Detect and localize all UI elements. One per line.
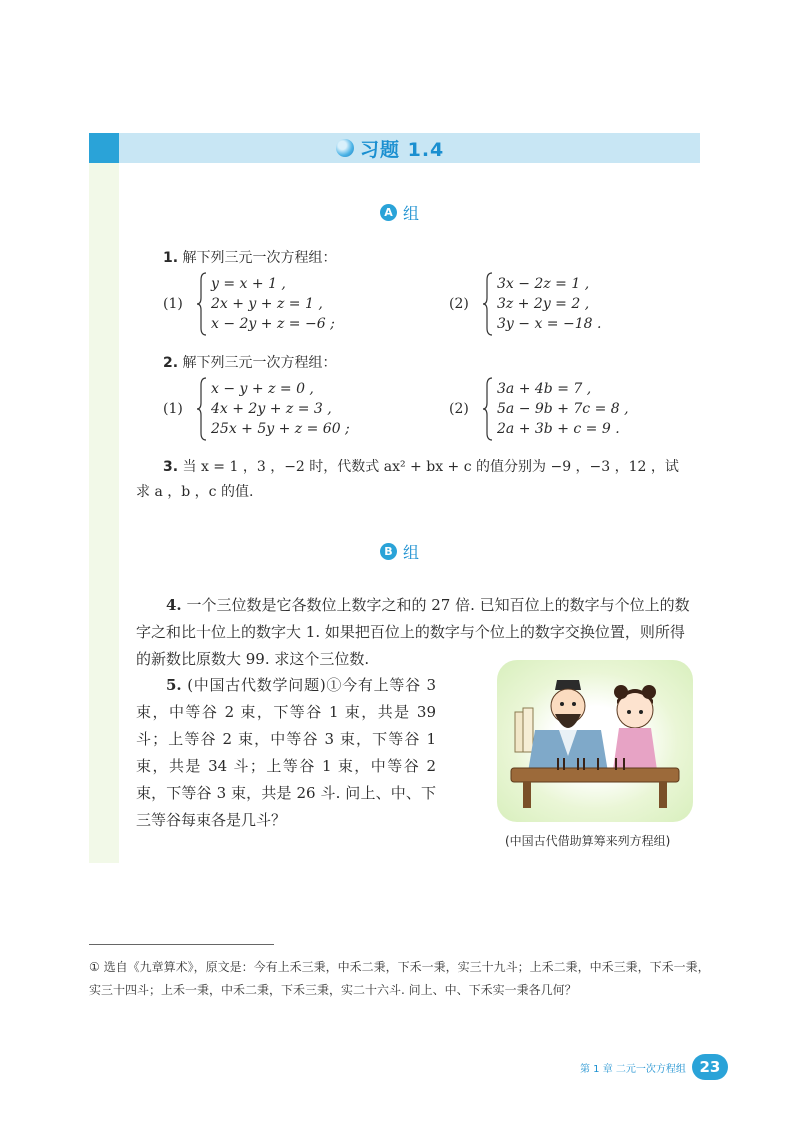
- q2-system-2: [449, 377, 629, 441]
- q4-text: 一个三位数是它各数位上数字之和的 27 倍. 已知百位上的数字与个位上的数字之和比十位上的数字大 1. 如果把百位上的数字与个位上的数字交换位置，则所得的新数比原数大 99. 求这个三位数.: [136, 596, 690, 668]
- equation: 25x + 5y + z = 60 ;: [211, 421, 350, 437]
- globe-icon: [336, 139, 354, 157]
- counting-rods-illustration: [497, 660, 693, 822]
- q1-sys2-label: (2): [449, 296, 469, 312]
- page-footer: [580, 1054, 728, 1080]
- q1-prompt: [163, 247, 337, 267]
- equation: 3y − x = −18 .: [497, 316, 602, 332]
- q5-paragraph: [136, 672, 436, 834]
- q1-sys1-label: (1): [163, 296, 183, 312]
- q2-sys2-label: (2): [449, 401, 469, 417]
- q1-system-1: [163, 272, 335, 336]
- brace-icon: [197, 272, 207, 336]
- equation: 2a + 3b + c = 9 .: [497, 421, 620, 437]
- exercise-title-text: 习题 1.4: [360, 138, 445, 161]
- equation: x − y + z = 0 ,: [211, 381, 314, 397]
- equation: y = x + 1 ,: [211, 276, 286, 292]
- group-a-label: 组: [403, 204, 420, 223]
- footnote-rule: [89, 944, 274, 945]
- equation: 5a − 9b + 7c = 8 ,: [497, 401, 629, 417]
- header-tab: [89, 133, 119, 163]
- q4-number: 4.: [166, 596, 182, 614]
- brace-icon: [483, 377, 493, 441]
- q2-sys2-equations: [497, 381, 629, 437]
- q1-number: 1.: [163, 250, 179, 266]
- group-a-badge: A: [380, 204, 397, 221]
- side-band: [89, 163, 119, 863]
- footnote: ① 选自《九章算术》，原文是：今有上禾三秉，中禾二秉，下禾一秉，实三十九斗；上禾二秉，中禾三秉，下禾一秉，实三十四斗；上禾一秉，中禾二秉，下禾三秉，实二十六斗. 问上、中、下禾实一秉各几何？: [89, 960, 710, 997]
- equation: x − 2y + z = −6 ;: [211, 316, 335, 332]
- q3-number: 3.: [163, 459, 179, 475]
- q2-text: 解下列三元一次方程组：: [182, 355, 337, 371]
- illustration-caption: (中国古代借助算筹来列方程组): [505, 834, 671, 848]
- page-number: 23: [692, 1054, 728, 1080]
- brace-icon: [483, 272, 493, 336]
- brace-icon: [197, 377, 207, 441]
- q3-line-1: [163, 456, 679, 476]
- group-b-badge: B: [380, 543, 397, 560]
- equation: 3z + 2y = 2 ,: [497, 296, 590, 312]
- q1-system-2: [449, 272, 601, 336]
- equation: 3a + 4b = 7 ,: [497, 381, 592, 397]
- q3-text-2: 求 a ，b ，c 的值.: [136, 484, 254, 500]
- illustration: [497, 660, 693, 822]
- group-b-label: 组: [403, 543, 420, 562]
- group-b-heading: [380, 540, 419, 563]
- q3-line-2: [136, 481, 253, 501]
- q1-sys2-equations: [497, 276, 601, 332]
- q2-number: 2.: [163, 355, 179, 371]
- q2-prompt: [163, 352, 337, 372]
- q3-text-1: 当 x = 1 ，3 ，−2 时，代数式 ax² + bx + c 的值分别为 −9 ，−3 ，12 ，试: [182, 459, 679, 475]
- exercise-title: [336, 136, 444, 160]
- equation: 2x + y + z = 1 ,: [211, 296, 323, 312]
- equation: 4x + 2y + z = 3 ,: [211, 401, 332, 417]
- q2-system-1: [163, 377, 350, 441]
- q2-sys1-label: (1): [163, 401, 183, 417]
- q1-sys1-equations: [211, 276, 335, 332]
- q2-sys1-equations: [211, 381, 350, 437]
- q1-text: 解下列三元一次方程组：: [182, 250, 337, 266]
- q5-number: 5.: [166, 676, 182, 694]
- group-a-heading: [380, 201, 419, 224]
- chapter-label: 第 1 章 二元一次方程组: [580, 1063, 686, 1075]
- q5-text: (中国古代数学问题)①今有上等谷 3 束，中等谷 2 束，下等谷 1 束，共是 39 斗；上等谷 2 束，中等谷 3 束，下等谷 1 束，共是 34 斗；上等谷 1 束，中等谷 2 束，下等谷 3 束，共是 26 斗. 问上、中、下三等谷每束各是几斗？: [136, 676, 436, 829]
- equation: 3x − 2z = 1 ,: [497, 276, 590, 292]
